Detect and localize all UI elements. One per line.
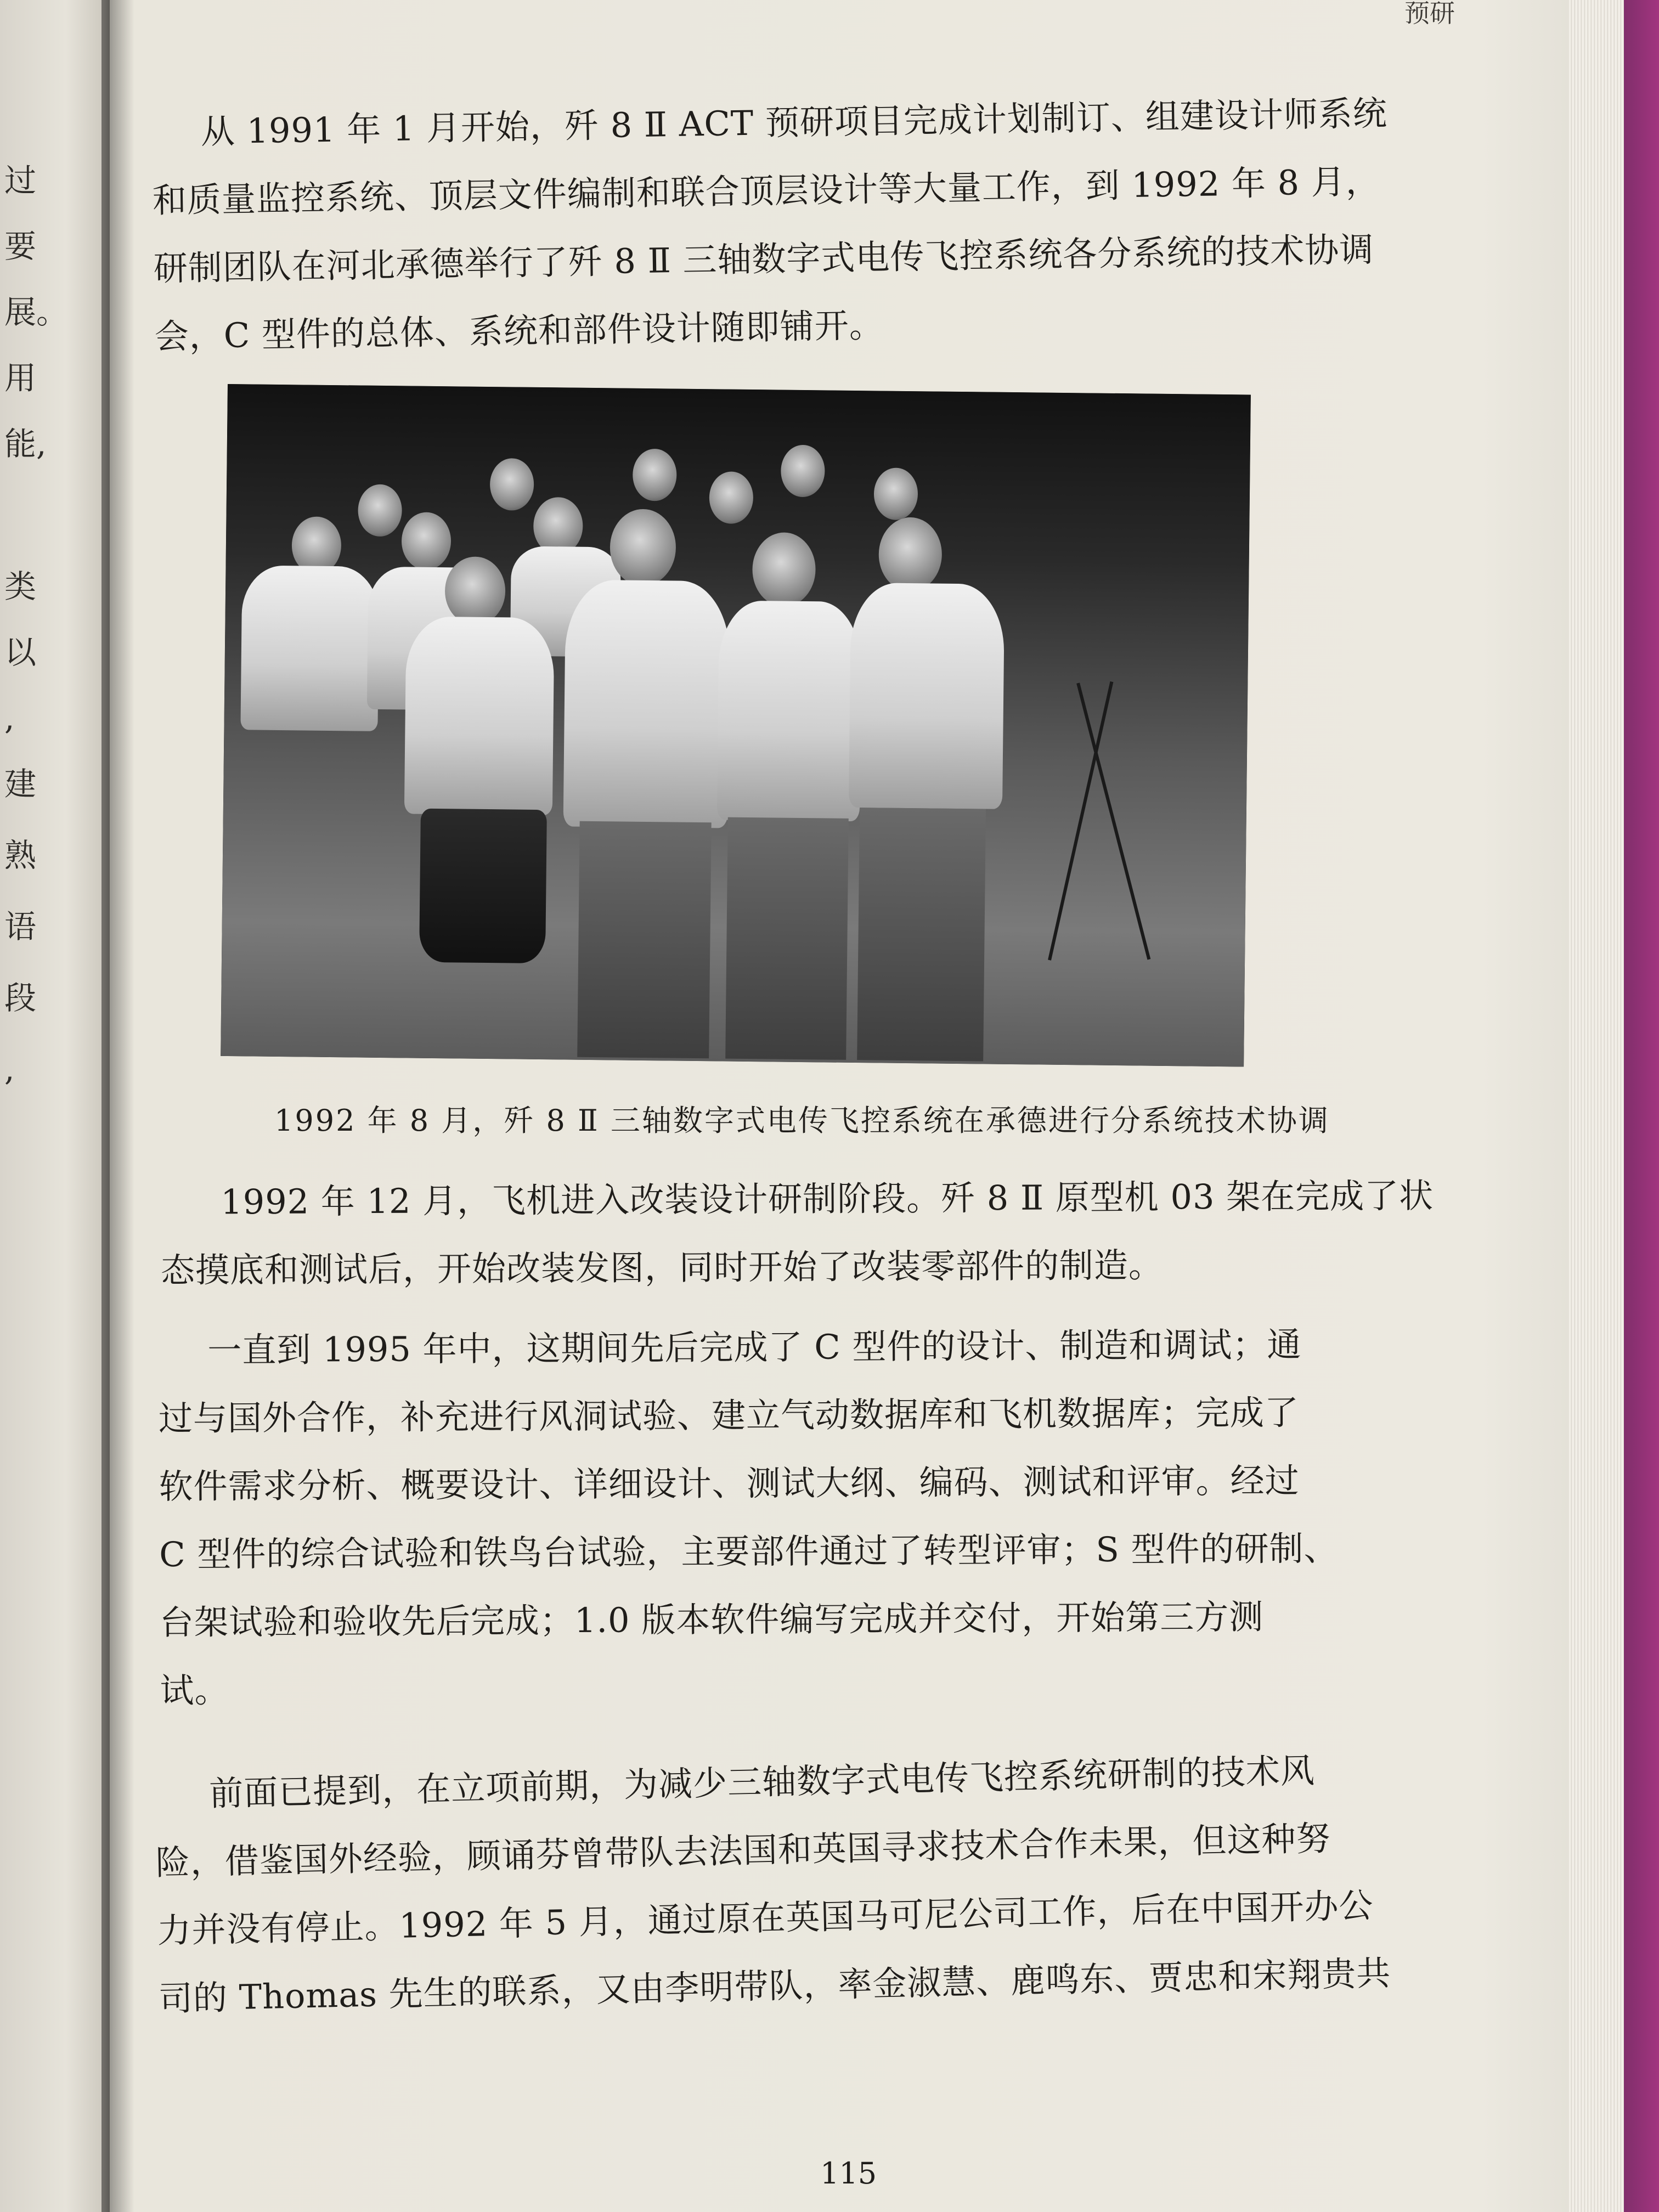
left-page-char: 熟 bbox=[4, 837, 37, 874]
text-line: 研制团队在河北承德举行了歼 8 Ⅱ 三轴数字式电传飞控系统各分系统的技术协调 bbox=[153, 229, 1374, 289]
left-page-char: , bbox=[4, 1051, 15, 1088]
left-page-char: , bbox=[4, 699, 15, 737]
running-head: 预研 bbox=[1404, 0, 1455, 28]
text-line: 力并没有停止。1992 年 5 月，通过原在英国马可尼公司工作，后在中国开办公 bbox=[156, 1885, 1374, 1951]
group-photo bbox=[221, 384, 1251, 1066]
page-edges bbox=[1569, 0, 1624, 2212]
left-page-char: 用 bbox=[4, 359, 37, 397]
text-line: 态摸底和测试后，开始改装发图，同时开始了改装零部件的制造。 bbox=[160, 1245, 1164, 1290]
text-line: 前面已提到，在立项前期，为减少三轴数字式电传飞控系统研制的技术风 bbox=[208, 1750, 1316, 1814]
left-page-char: 类 bbox=[4, 568, 37, 605]
left-page-char: 能, bbox=[4, 425, 47, 462]
left-page-char: 语 bbox=[4, 908, 37, 945]
text-line: 险，借鉴国外经验，顾诵芬曾带队去法国和英国寻求技术合作未果，但这种努 bbox=[155, 1818, 1331, 1883]
text-line: 和质量监控系统、顶层文件编制和联合顶层设计等大量工作，到 1992 年 8 月， bbox=[152, 161, 1381, 221]
text-line: 会，C 型件的总体、系统和部件设计随即铺开。 bbox=[154, 305, 884, 357]
left-page-char: 要 bbox=[4, 228, 37, 265]
text-line: 软件需求分析、概要设计、详细设计、测试大纲、编码、测试和评审。经过 bbox=[159, 1460, 1300, 1506]
person-shirt bbox=[717, 600, 862, 821]
paragraph-4 bbox=[154, 1735, 1392, 2033]
text-line: 一直到 1995 年中，这期间先后完成了 C 型件的设计、制造和调试；通 bbox=[207, 1324, 1302, 1370]
left-page-char: 以 bbox=[4, 634, 37, 671]
photo-caption: 1992 年 8 月，歼 8 Ⅱ 三轴数字式电传飞控系统在承德进行分系统技术协调 bbox=[274, 1103, 1330, 1138]
text-line: 过与国外合作，补充进行风洞试验、建立气动数据库和飞机数据库；完成了 bbox=[158, 1392, 1300, 1438]
left-page-char: 展。 bbox=[4, 294, 69, 331]
left-page-edge bbox=[0, 0, 110, 2212]
text-line: C 型件的综合试验和铁鸟台试验，主要部件通过了转型评审；S 型件的研制、 bbox=[159, 1528, 1339, 1575]
person-pants bbox=[577, 821, 711, 1058]
person-shirt bbox=[240, 565, 379, 731]
person-shirt bbox=[849, 583, 1005, 809]
person-pants bbox=[857, 808, 986, 1061]
text-line: 从 1991 年 1 月开始，歼 8 Ⅱ ACT 预研项目完成计划制订、组建设计师系统 bbox=[200, 93, 1388, 152]
left-page-char: 段 bbox=[4, 979, 37, 1017]
person-shirt bbox=[404, 616, 555, 815]
text-line: 司的 Thomas 先生的联系，又由李明带队，率金淑慧、鹿鸣东、贾忠和宋翔贵共 bbox=[158, 1953, 1391, 2019]
page-number: 115 bbox=[820, 2156, 877, 2191]
person-pants bbox=[725, 817, 849, 1060]
text-line: 试。 bbox=[160, 1670, 229, 1711]
person-skirt bbox=[419, 809, 547, 963]
paragraph-1 bbox=[151, 80, 1391, 371]
text-line: 1992 年 12 月，飞机进入改装设计研制阶段。歼 8 Ⅱ 原型机 03 架在完成了状 bbox=[221, 1175, 1434, 1222]
person-shirt bbox=[563, 579, 731, 828]
left-page-char: 建 bbox=[4, 765, 37, 803]
text-line: 台架试验和验收先后完成；1.0 版本软件编写完成并交付，开始第三方测 bbox=[159, 1596, 1264, 1643]
book-page bbox=[110, 0, 1569, 2212]
left-page-char: 过 bbox=[4, 162, 37, 199]
paragraph-2 bbox=[160, 1162, 1434, 1305]
paragraph-3 bbox=[158, 1311, 1339, 1725]
